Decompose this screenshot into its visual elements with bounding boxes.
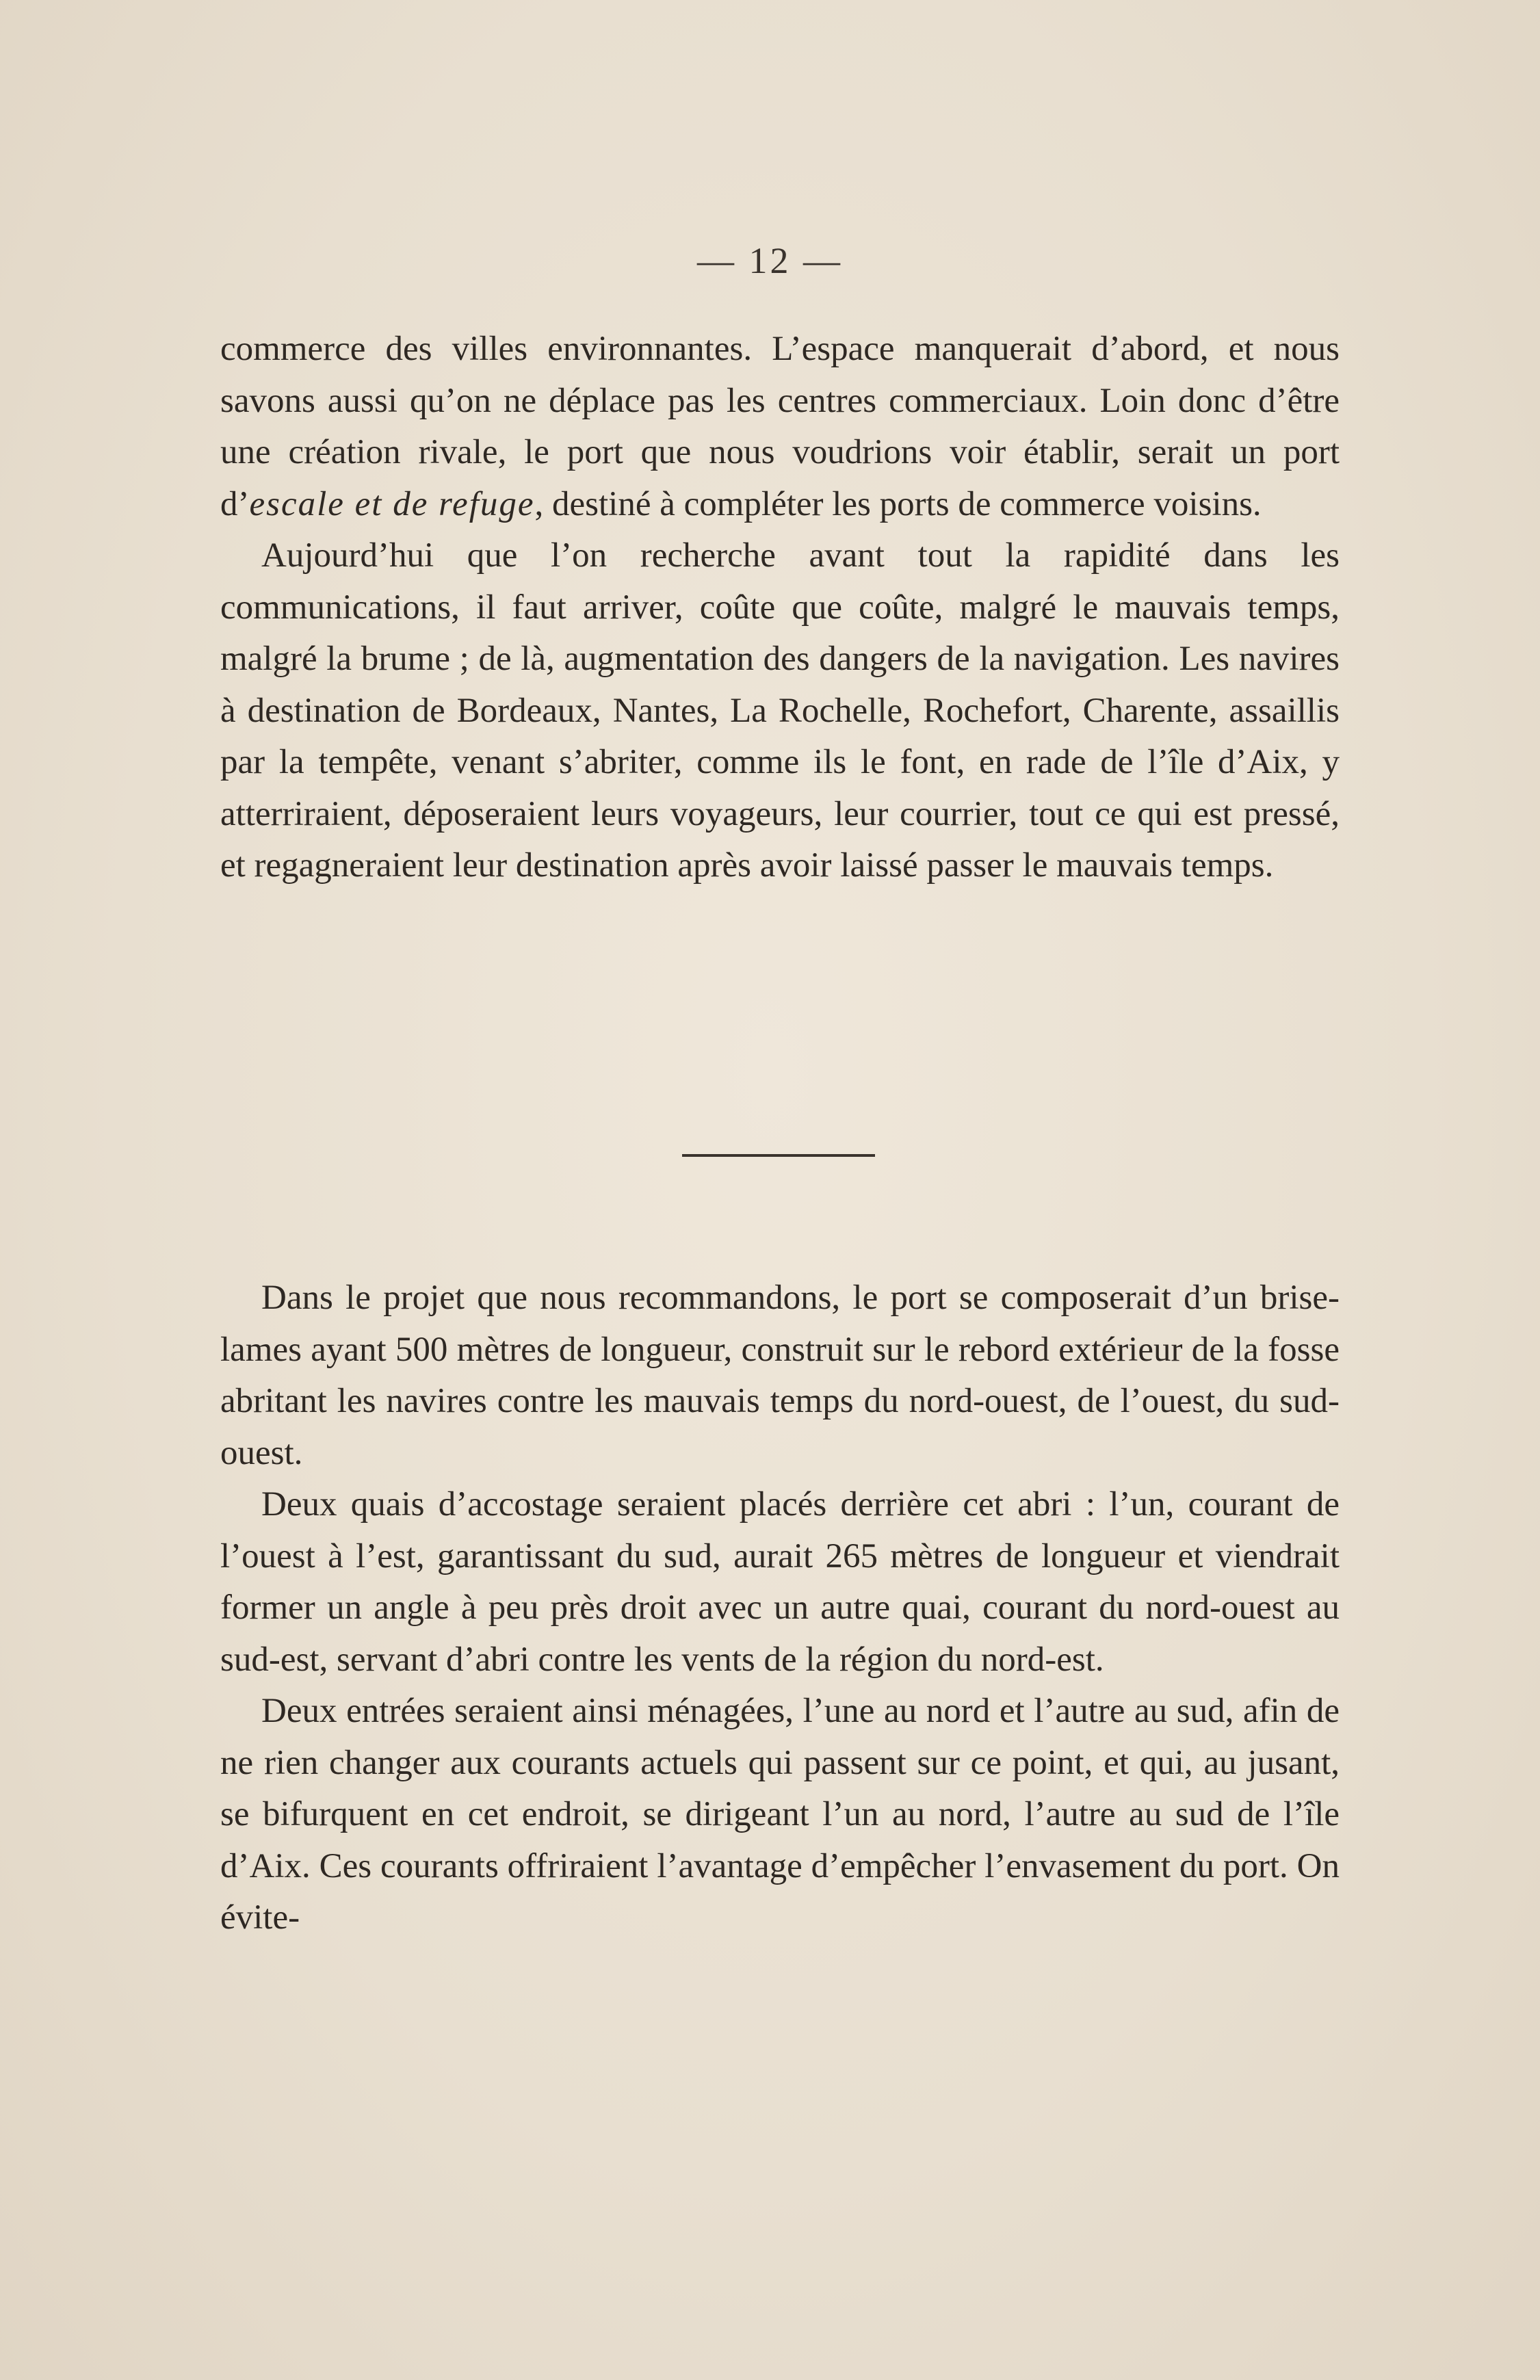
text-section-two — [220, 1272, 1340, 1944]
paragraph: Aujourd’hui que l’on recherche avant tout la rapidité dans les communications, il faut arriver, coûte que coûte, malgré le mauvais temps, malgré la brume ; de là, augmentation des dangers de la navigation. Les navires à destination de Bordeaux, Nantes, La Rochelle, Rochefort, Charente, assaillis par la tempête, venant s’abriter, comme ils le font, en rade de l’île d’Aix, y atterriraient, déposeraient leurs voyageurs, leur courrier, tout ce qui est pressé, et regagneraient leur destination après avoir laissé passer le mauvais temps. — [220, 536, 1340, 885]
paragraph-text: , destiné à compléter les ports de commerce voisins. — [534, 484, 1262, 523]
paragraph: Dans le projet que nous recommandons, le port se composerait d’un brise-lames ayant 500 mètres de longueur, construit sur le rebord extérieur de la fosse abritant les navires contre les mauvais temps du nord-ouest, de l’ouest, du sud-ouest. — [220, 1279, 1340, 1472]
text-section-one — [220, 324, 1340, 892]
section-divider — [682, 1154, 875, 1157]
paragraph-text: commerce des villes environnantes. L’espace manquerait d’abord, et nous savons aussi qu’on ne déplace pas les centres commerciaux. Loin donc d’être une création rivale, le port que nous voudrions voir établir, serait un port d’ — [220, 330, 1340, 523]
paragraph: Deux quais d’accostage seraient placés derrière cet abri : l’un, courant de l’ouest à l’est, garantissant du sud, aurait 265 mètres de longueur et viendrait former un angle à peu près droit avec un autre quai, courant du nord-ouest au sud-est, servant d’abri contre les vents de la région du nord-est. — [220, 1485, 1340, 1679]
paragraph — [220, 324, 1340, 530]
paragraph: Deux entrées seraient ainsi ménagées, l’une au nord et l’autre au sud, afin de ne rien changer aux courants actuels qui passent sur ce point, et qui, au jusant, se bifurquent en cet endroit, se dirigeant l’un au nord, l’autre au sud de l’île d’Aix. Ces courants offriraient l’avantage d’empêcher l’envasement du port. On évite- — [220, 1692, 1340, 1937]
italic-phrase: escale et de refuge — [249, 484, 535, 523]
page-number: — 12 — — [697, 240, 843, 281]
